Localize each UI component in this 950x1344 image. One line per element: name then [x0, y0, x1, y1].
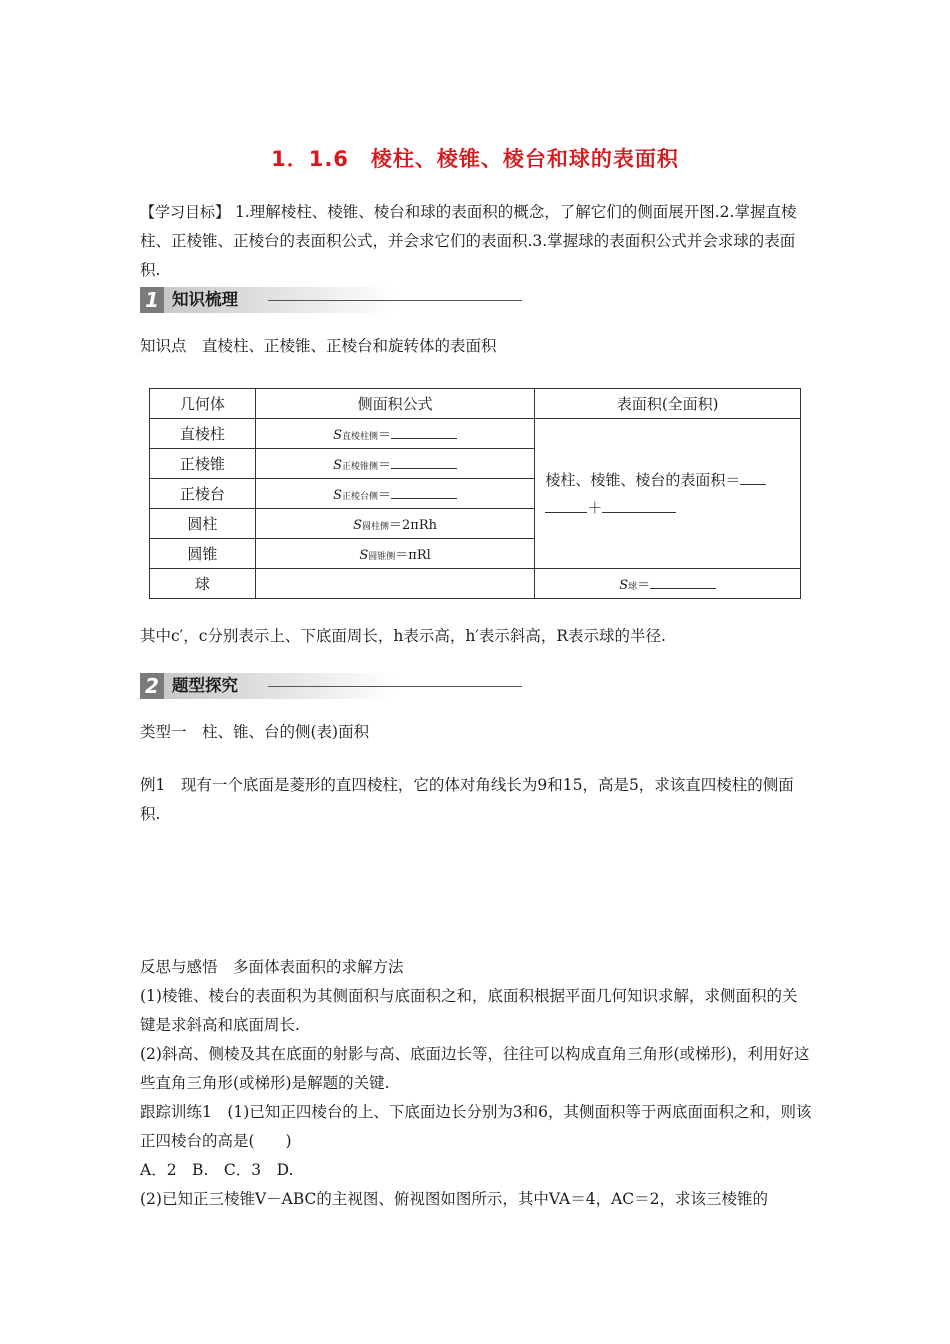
section-divider	[268, 686, 522, 687]
answer-blank	[650, 576, 716, 589]
row-name-right-prism: 直棱柱	[150, 419, 256, 449]
goals-text: 1.理解棱柱、棱锥、棱台和球的表面积的概念，了解它们的侧面展开图.2.掌握直棱柱、正棱锥、正棱台的表面积公式，并会求它们的表面积.3.掌握球的表面积公式并会求球的表面积.	[140, 203, 797, 279]
answer-blank	[391, 426, 457, 439]
polyhedra-surface-cell	[535, 419, 801, 569]
reflection-point-1: (1)棱锥、棱台的表面积为其侧面积与底面积之和，底面积根据平面几何知识求解，求侧面积的关键是求斜高和底面周长.	[140, 987, 798, 1034]
training-question-2: (2)已知正三棱锥V－ABC的主视图、俯视图如图所示，其中VA＝4，AC＝2，求该三棱锥的	[140, 1190, 768, 1208]
header-lateral-formula: 侧面积公式	[255, 389, 535, 419]
training-question-1: 跟踪训练1 (1)已知正四棱台的上、下底面边长分别为3和6，其侧面积等于两底面面积之和，则该正四棱台的高是( )	[140, 1103, 812, 1150]
section-label: 题型探究	[164, 673, 396, 699]
answer-blank	[602, 498, 676, 513]
answer-blank	[391, 486, 457, 499]
row-name-regular-pyramid: 正棱锥	[150, 449, 256, 479]
section-divider	[268, 300, 522, 301]
answer-options: A．2 B. C．3 D.	[140, 1161, 294, 1179]
section-label: 知识梳理	[164, 287, 396, 313]
formula-regular-pyramid: S正棱锥侧＝	[255, 449, 535, 479]
formula-regular-frustum: S正棱台侧＝	[255, 479, 535, 509]
surface-plus: ＋	[587, 498, 603, 517]
section-knowledge	[140, 287, 522, 313]
row-name-cone: 圆锥	[150, 539, 256, 569]
surface-area-table	[149, 388, 801, 599]
formula-cone: S圆锥侧＝πRl	[255, 539, 535, 569]
section-problem-types	[140, 673, 522, 699]
type-heading: 类型一 柱、锥、台的侧(表)面积	[140, 723, 370, 741]
formula-cylinder: S圆柱侧＝2πRh	[255, 509, 535, 539]
section-number: 2	[140, 673, 164, 699]
header-surface-area: 表面积(全面积)	[535, 389, 801, 419]
reflection	[140, 953, 812, 1214]
section-number: 1	[140, 287, 164, 313]
learning-goals	[140, 198, 812, 285]
row-name-cylinder: 圆柱	[150, 509, 256, 539]
example-1: 例1 现有一个底面是菱形的直四棱柱，它的体对角线长为9和15，高是5，求该直四棱柱的侧面积.	[140, 776, 794, 823]
table-note: 其中c′，c分别表示上、下底面周长，h表示高，h′表示斜高，R表示球的半径.	[140, 627, 666, 645]
row-name-sphere: 球	[150, 569, 256, 599]
reflection-heading: 反思与感悟 多面体表面积的求解方法	[140, 958, 404, 976]
formula-right-prism: S直棱柱侧＝	[255, 419, 535, 449]
answer-blank	[545, 498, 587, 513]
knowledge-point: 知识点 直棱柱、正棱锥、正棱台和旋转体的表面积	[140, 337, 497, 355]
page-title: 1．1.6 棱柱、棱锥、棱台和球的表面积	[271, 147, 679, 171]
row-name-regular-frustum: 正棱台	[150, 479, 256, 509]
sphere-lateral-empty	[255, 569, 535, 599]
surface-text: 棱柱、棱锥、棱台的表面积＝	[545, 470, 741, 489]
reflection-point-2: (2)斜高、侧棱及其在底面的射影与高、底面边长等，往往可以构成直角三角形(或梯形)，利用好这些直角三角形(或梯形)是解题的关键.	[140, 1045, 810, 1092]
answer-blank	[391, 456, 457, 469]
header-solid: 几何体	[150, 389, 256, 419]
formula-sphere: S球＝	[535, 569, 801, 599]
answer-blank	[740, 470, 766, 485]
goals-tag: 【学习目标】	[140, 203, 231, 221]
